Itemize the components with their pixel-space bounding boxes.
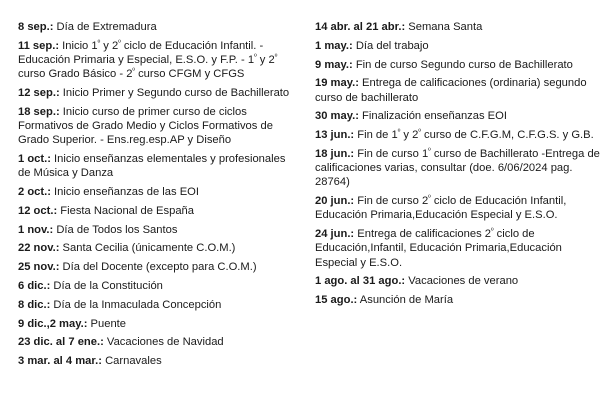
entry-date: 11 sep.: [18, 39, 60, 52]
entry-date: 24 jun.: [315, 228, 355, 241]
entry-date: 15 ago.: [315, 294, 358, 307]
calendar-entry [315, 58, 605, 72]
entry-description: Vacaciones de verano [405, 275, 519, 288]
entry-date: 20 jun.: [315, 195, 355, 208]
entry-date: 9 dic.,2 may.: [18, 317, 88, 330]
left-calendar-column [18, 20, 298, 373]
calendar-entry [18, 204, 298, 218]
calendar-entry [18, 86, 298, 100]
entry-description: Asunción de María [357, 294, 454, 307]
entry-description: Fiesta Nacional de España [57, 204, 194, 217]
entry-date: 30 may.: [315, 110, 359, 123]
entry-description: Fin de curso $2^º$ ciclo de Educación Infantil, Educación Primaria,Educación Especial y E.S.O. [315, 195, 567, 222]
calendar-entry [18, 152, 298, 180]
entry-description: Carnavales [101, 355, 162, 368]
entry-date: 14 abr. al 21 abr.: [315, 21, 406, 33]
calendar-entry [315, 194, 605, 222]
calendar-entry [315, 128, 605, 142]
entry-description: Día de la Inmaculada Concepción [50, 298, 222, 311]
entry-date: 1 oct.: [18, 153, 51, 165]
entry-description: Día del Docente (excepto para C.O.M.) [59, 261, 257, 274]
entry-description: Día de Extremadura [53, 21, 157, 33]
entry-description: Entrega de calificaciones $2^º$ ciclo de Educación,Infantil, Educación Primaria,Educación Especial y E.S.O. [315, 228, 562, 269]
calendar-entry [18, 241, 298, 255]
calendar-entry [315, 39, 605, 53]
right-calendar-column [315, 20, 605, 312]
entry-date: 23 dic. al 7 ene.: [18, 336, 104, 349]
calendar-entry [315, 109, 605, 123]
entry-date: 3 mar. al 4 mar.: [18, 355, 102, 368]
entry-description: Día de la Constitución [50, 279, 163, 292]
entry-date: 8 dic.: [18, 298, 51, 311]
calendar-entry [18, 317, 298, 331]
entry-date: 9 may.: [315, 58, 353, 71]
entry-description: Entrega de calificaciones (ordinaria) segundo curso de bachillerato [315, 77, 587, 104]
entry-description: Inicio curso de primer curso de ciclos Formativos de Grado Medio y Ciclos Formativos de Grado Superior. - Ens.reg.esp.AP y Diseño [18, 105, 273, 147]
calendar-entry [18, 260, 298, 274]
entry-description: Día del trabajo [352, 39, 429, 52]
calendar-entry [315, 227, 605, 270]
entry-description: Inicio $1^º$ y $2^º$ ciclo de Educación Infantil. -Educación Primaria y Especial, E.S.O. y F.P. - $1^º$ y $2^º$ curso Grado Básico - $2^º$ curso CFGM y CFGS [18, 39, 278, 81]
calendar-entry [315, 274, 605, 288]
calendar-entry [18, 39, 298, 82]
calendar-entry [18, 223, 298, 237]
entry-date: 25 nov.: [18, 261, 60, 274]
calendar-entry [315, 76, 605, 104]
calendar-entry [18, 20, 298, 34]
entry-description: Puente [87, 317, 127, 330]
entry-date: 2 oct.: [18, 186, 51, 198]
entry-description: Día de Todos los Santos [53, 223, 178, 236]
entry-description: Fin de $1^º$ y $2^º$ curso de C.F.G.M, C.F.G.S. y G.B. [354, 129, 594, 142]
entry-description: Inicio enseñanzas de las EOI [50, 186, 199, 198]
entry-date: 18 jun.: [315, 147, 355, 160]
calendar-entry [315, 293, 605, 307]
calendar-entry [18, 185, 298, 199]
entry-date: 22 nov.: [18, 242, 60, 255]
entry-description: Santa Cecilia (únicamente C.O.M.) [59, 242, 236, 255]
entry-date: 18 sep.: [18, 105, 60, 118]
entry-description: Fin de curso Segundo curso de Bachillerato [352, 58, 573, 71]
entry-date: 1 may.: [315, 39, 353, 52]
entry-description: Finalización enseñanzas EOI [358, 110, 507, 123]
calendar-entry [315, 20, 605, 34]
entry-date: 13 jun.: [315, 129, 355, 142]
calendar-entry [18, 354, 298, 368]
calendar-entry [18, 279, 298, 293]
entry-description: Fin de curso $1^º$ curso de Bachillerato -Entrega de calificaciones varias, consultar (doe. 6/06/2024 pag. 28764) [315, 147, 600, 189]
entry-date: 1 ago. al 31 ago.: [315, 275, 406, 288]
calendar-entry [315, 147, 605, 190]
entry-description: Inicio Primer y Segundo curso de Bachillerato [59, 87, 290, 99]
calendar-entry [18, 298, 298, 312]
entry-date: 1 nov.: [18, 223, 54, 236]
calendar-entry [18, 335, 298, 349]
entry-date: 12 sep.: [18, 87, 60, 99]
entry-description: Inicio enseñanzas elementales y profesionales de Música y Danza [18, 153, 286, 180]
calendar-entry [18, 105, 298, 148]
entry-date: 8 sep.: [18, 21, 54, 33]
entry-description: Vacaciones de Navidad [103, 336, 224, 349]
entry-date: 19 may.: [315, 77, 359, 90]
entry-date: 12 oct.: [18, 204, 58, 217]
entry-description: Semana Santa [405, 21, 483, 33]
entry-date: 6 dic.: [18, 279, 51, 292]
